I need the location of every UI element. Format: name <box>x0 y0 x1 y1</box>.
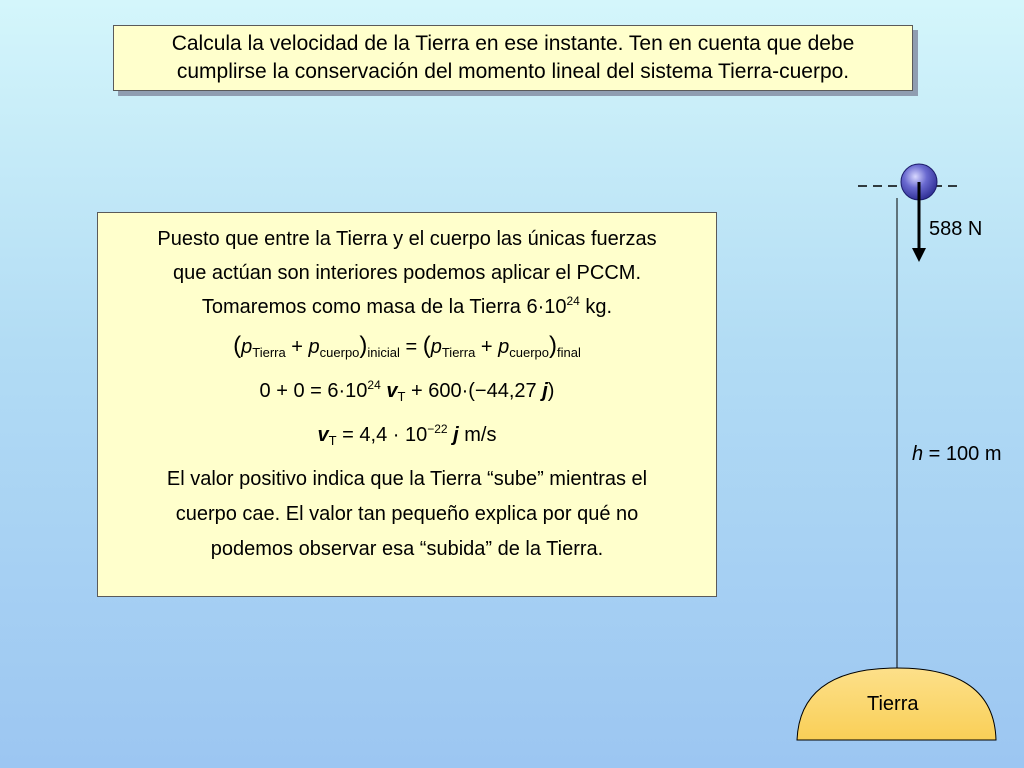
substitution-equation: $0 + 0 = 6\cdot 10^{24}$ $v_T + 600\cdot(-44,27$ j) <box>259 378 555 404</box>
height-label: h = 100 m <box>912 443 1002 465</box>
answer-line-1: Puesto que entre la Tierra y el cuerpo las únicas fuerzas <box>157 228 657 250</box>
question-line-1: Calcula la velocidad de la Tierra en ese instante. Ten en cuenta que debe <box>171 32 855 55</box>
weight-arrow-head <box>912 248 926 262</box>
weight-force-label: 588 N <box>929 218 983 240</box>
mass-unit: kg. <box>579 296 613 318</box>
conclusion-line-3: podemos observar esa “subida” de la Tierra. <box>210 538 604 560</box>
conclusion-line-1: El valor positivo indica que la Tierra “sube” mientras el <box>166 468 648 490</box>
question-line-2: cumplirse la conservación del momento lineal del sistema Tierra-cuerpo. <box>176 60 850 83</box>
conclusion-line-2: cuerpo cae. El valor tan pequeño explica por qué no <box>175 503 639 525</box>
momentum-equation: $(p_{Tierra} + p_{cuerpo})_{inicial} = (p_{Tierra} + p_{cuerpo})_{final}$ <box>233 332 581 360</box>
answer-line-2: que actúan son interiores podemos aplicar el PCCM. <box>172 262 642 284</box>
mass-exponent: 24 <box>566 294 580 308</box>
earth-label: Tierra <box>867 693 919 715</box>
result-equation: $v_T = 4,4 \cdot 10^{-22}$ j m/s <box>317 422 497 448</box>
mass-text: Tomaremos como masa de la Tierra 6·10 <box>201 296 567 318</box>
